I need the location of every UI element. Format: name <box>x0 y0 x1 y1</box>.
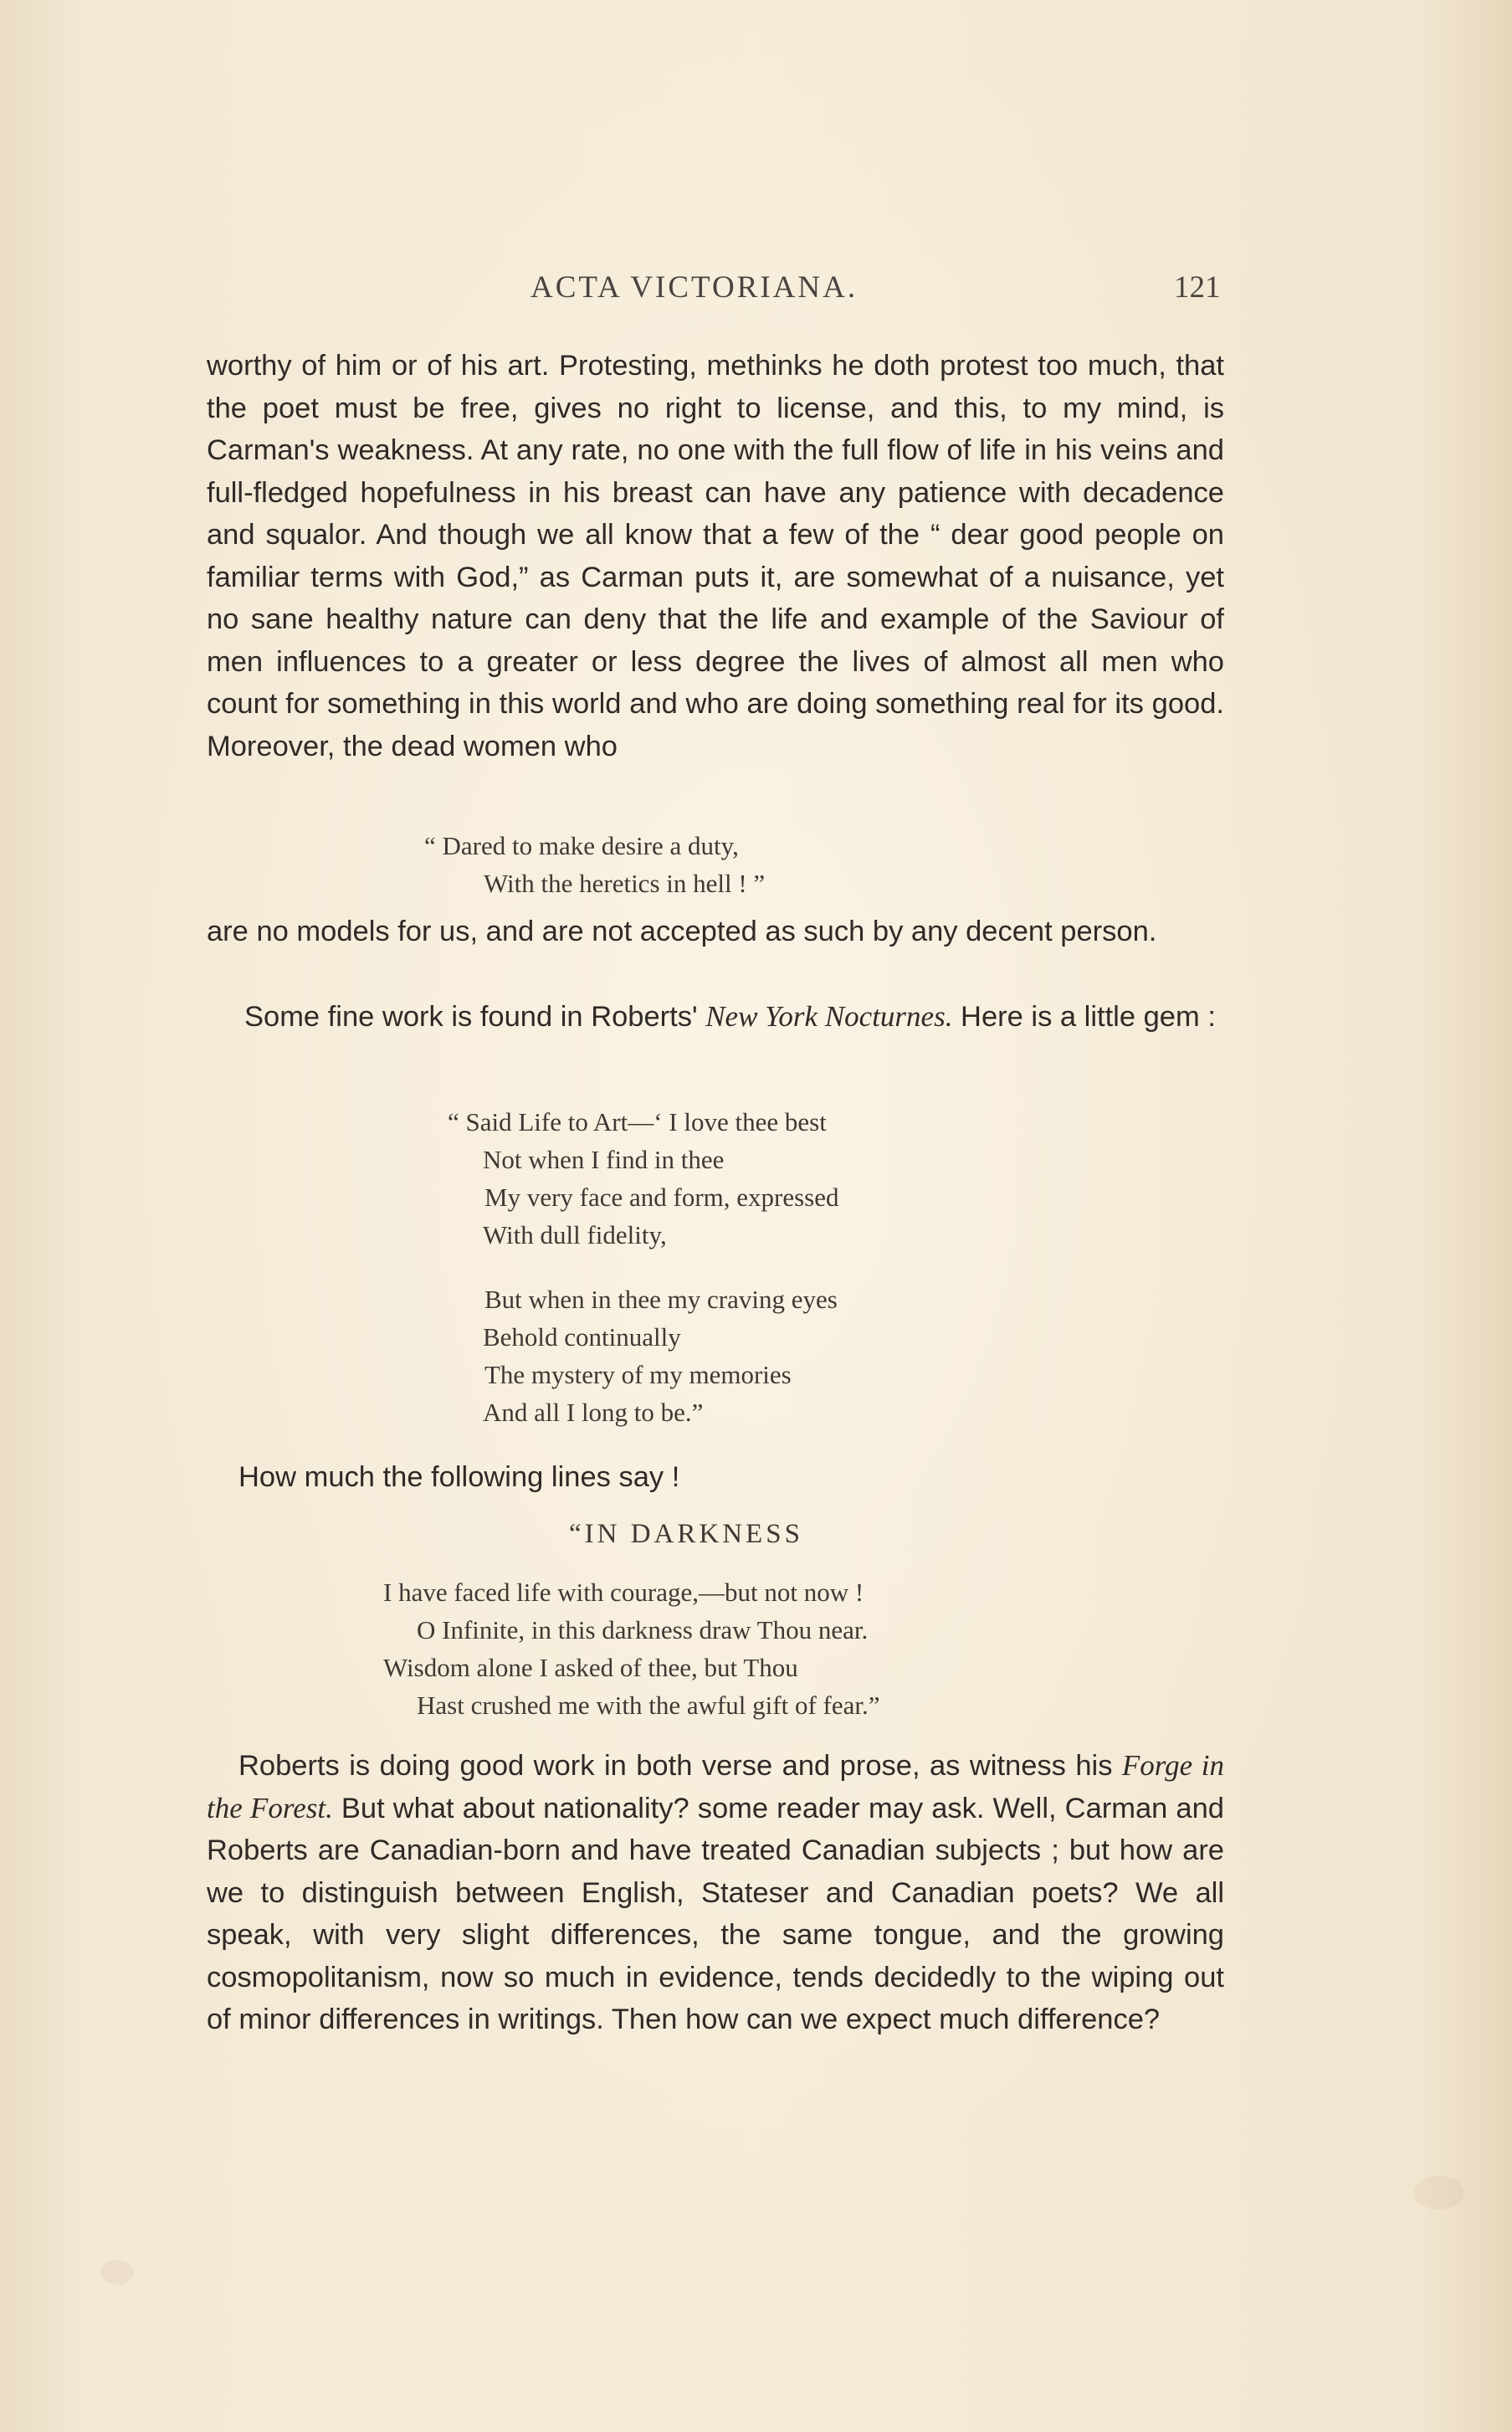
paragraph-text-before: Some fine work is found in Roberts' <box>244 1001 698 1033</box>
paragraph-text: How much the following lines say ! <box>238 1461 680 1493</box>
poem-line: Behold continually <box>483 1322 681 1352</box>
paragraph-5 <box>207 1745 1224 2041</box>
running-title: ACTA VICTORIANA. <box>530 270 859 305</box>
quotation-block <box>424 827 765 902</box>
paragraph-text-after: Here is a little gem : <box>961 1001 1216 1033</box>
page-header <box>0 269 1512 311</box>
poem-line: With dull fidelity, <box>483 1220 667 1249</box>
poem-line: Hast crushed me with the awful gift of fear.” <box>417 1691 880 1720</box>
paper-stain <box>100 2260 134 2285</box>
quote-line: With the heretics in hell ! ” <box>484 869 766 898</box>
paper-stain <box>1414 2176 1464 2209</box>
paragraph-text <box>207 1745 1224 2041</box>
poem-line: Not when I find in thee <box>483 1145 725 1174</box>
poem-line: My very face and form, expressed <box>484 1183 839 1212</box>
poem-line: “ Said Life to Art—‘ I love thee best <box>448 1107 827 1136</box>
poem-line: Wisdom alone I asked of thee, but Thou <box>383 1653 798 1682</box>
paragraph-3 <box>207 996 1224 1039</box>
page-number: 121 <box>1174 270 1221 305</box>
paragraph-text <box>207 996 1224 1039</box>
paragraph-text-before: Roberts is doing good work in both verse and prose, as witness his <box>238 1750 1113 1782</box>
poem-line: And all I long to be.” <box>483 1398 704 1427</box>
book-title: New York Nocturnes. <box>705 1000 953 1033</box>
poem-line: But when in thee my craving eyes <box>484 1285 838 1314</box>
book-title: Forge in the Forest. <box>207 1749 1224 1824</box>
paragraph-4 <box>207 1456 1224 1499</box>
poem-line: The mystery of my memories <box>484 1360 792 1389</box>
poem-line: O Infinite, in this darkness draw Thou near. <box>417 1615 869 1644</box>
paragraph-text: are no models for us, and are not accepted as such by any decent person. <box>207 916 1157 947</box>
paragraph-text-after: But what about nationality? some reader may ask. Well, Carman and Roberts are Canadian-born and have treated Canadian subjects ; but how are we to distinguish between English, Stateser and Canadian poets? We all speak, with very slight differences, the same tongue, and the growing cosmopolitanism, now so much in evidence, tends decidedly to the wiping out of minor differences in writings. Then how can we expect much difference? <box>207 1792 1224 2035</box>
poem-said-life-to-art <box>448 1103 839 1431</box>
paragraph-text: worthy of him or of his art. Protesting, methinks he doth protest too much, that the poet must be free, gives no right to license, and this, to my mind, is Carman's weakness. At any rate, no one with the full flow of life in his veins and full-fledged hopefulness in his breast can have any patience with decadence and squalor. And though we all know that a few of the “ dear good people on familiar terms with God,” as Carman puts it, are somewhat of a nuisance, yet no sane healthy nature can deny that the life and example of the Saviour of men influences to a greater or less degree the lives of almost all men who count for something in this world and who are doing something real for its good. Moreover, the dead women who <box>207 350 1224 762</box>
poem-line: I have faced life with courage,—but not now ! <box>383 1578 864 1607</box>
paragraph-1 <box>207 345 1224 767</box>
quote-line: “ Dared to make desire a duty, <box>424 831 739 860</box>
poem-in-darkness <box>383 1573 880 1724</box>
paragraph-2 <box>207 911 1224 953</box>
poem-title: “IN DARKNESS <box>569 1519 803 1549</box>
stanza-break <box>448 1254 839 1280</box>
